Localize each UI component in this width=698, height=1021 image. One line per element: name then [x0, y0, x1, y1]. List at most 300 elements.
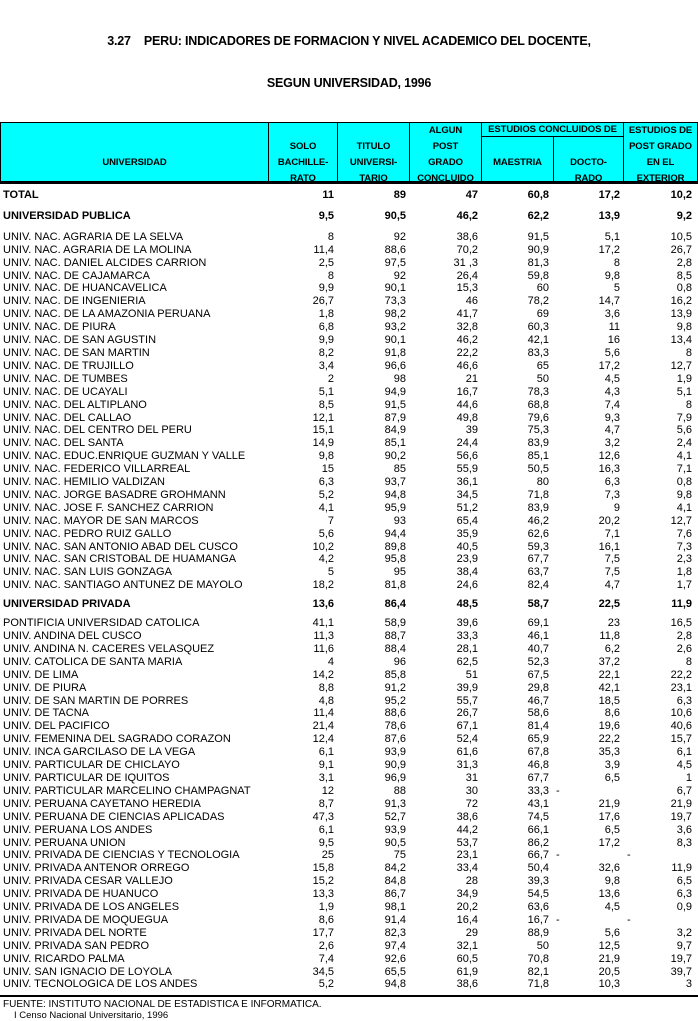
value-cell: 90,5	[384, 836, 406, 849]
table-row	[0, 720, 698, 733]
table-header	[0, 122, 698, 184]
value-cell: 72	[465, 797, 478, 810]
value-cell: 16	[607, 334, 620, 347]
value-cell: 58,7	[527, 598, 549, 611]
value-cell: 10,2	[312, 540, 334, 553]
value-cell: 19,7	[670, 952, 692, 965]
value-cell: 5,6	[604, 926, 620, 939]
value-cell: 86,4	[384, 598, 406, 611]
value-cell: 7,1	[676, 463, 692, 476]
value-cell: -	[556, 849, 560, 862]
value-cell: 93,9	[384, 746, 406, 759]
table-row	[0, 849, 698, 862]
value-cell: 26,7	[312, 295, 334, 308]
table-row	[0, 257, 698, 270]
value-cell: 94,8	[384, 488, 406, 501]
value-cell: 4,5	[604, 901, 620, 914]
value-cell: 6,1	[676, 746, 692, 759]
value-cell: 4,5	[604, 372, 620, 385]
university-name: UNIV. NAC. DE UCAYALI	[3, 385, 128, 398]
column-group-estudios-concluidos	[482, 123, 624, 184]
value-cell: 3,6	[604, 308, 620, 321]
value-cell: 4,7	[604, 579, 620, 592]
university-name: UNIV. DEL PACIFICO	[3, 720, 110, 733]
value-cell: 22,2	[670, 668, 692, 681]
value-cell: 62,5	[456, 655, 478, 668]
value-cell: 0,8	[676, 476, 692, 489]
value-cell: 83,9	[527, 437, 549, 450]
table-row	[0, 682, 698, 695]
value-cell: 90,5	[384, 209, 406, 222]
value-cell: 61,9	[456, 965, 478, 978]
value-cell: 14,2	[312, 668, 334, 681]
value-cell: 69,1	[527, 617, 549, 630]
table-row	[0, 617, 698, 630]
table-row	[0, 295, 698, 308]
value-cell: 41,1	[312, 617, 334, 630]
value-cell: 66,7	[527, 849, 549, 862]
column-header-label: EXTERIOR	[636, 173, 685, 184]
value-cell: 7,4	[318, 952, 334, 965]
table-row	[0, 399, 698, 412]
value-cell: 60	[536, 282, 549, 295]
value-cell: 21,9	[598, 952, 620, 965]
value-cell: 55,9	[456, 463, 478, 476]
value-cell: 61,6	[456, 746, 478, 759]
value-cell: 54,5	[527, 888, 549, 901]
value-cell: 5,1	[604, 230, 620, 243]
university-name: UNIV. SAN IGNACIO DE LOYOLA	[3, 965, 172, 978]
value-cell: 26,7	[670, 243, 692, 256]
value-cell: 21,9	[598, 797, 620, 810]
table-row	[0, 656, 698, 669]
value-cell: 26,4	[456, 269, 478, 282]
value-cell: 88,7	[384, 630, 406, 642]
value-cell: 13,9	[598, 209, 620, 222]
value-cell: 33,3	[456, 630, 478, 642]
university-name: UNIV. NAC. DE TRUJILLO	[3, 359, 134, 372]
value-cell: 25	[321, 849, 334, 862]
value-cell: 22,2	[598, 733, 620, 746]
value-cell: 13,6	[598, 888, 620, 901]
value-cell: 18,5	[598, 694, 620, 707]
value-cell: 52,4	[456, 733, 478, 746]
value-cell: 5,1	[676, 385, 692, 398]
value-cell: 0,8	[676, 282, 692, 295]
table-row	[0, 837, 698, 850]
value-cell: 13,9	[670, 308, 692, 321]
value-cell: 2,8	[676, 256, 692, 269]
value-cell: 2,6	[676, 642, 692, 655]
report-title-line1: 3.27 PERU: INDICADORES DE FORMACION Y NIVEL ACADEMICO DEL DOCENTE,	[107, 34, 591, 48]
value-cell: 92,6	[384, 952, 406, 965]
value-cell: 86,2	[527, 836, 549, 849]
column-header-label: POST	[432, 141, 459, 152]
column-header-label: DOCTO-	[570, 157, 607, 168]
source-note: FUENTE: INSTITUTO NACIONAL DE ESTADISTICA E INFORMATICA.	[3, 999, 322, 1011]
value-cell: 60,8	[527, 189, 549, 201]
value-cell: 9,9	[318, 282, 334, 295]
value-cell: 90,2	[384, 450, 406, 463]
value-cell: 3,2	[604, 437, 620, 450]
university-name: UNIV. ANDINA DEL CUSCO	[3, 630, 142, 642]
value-cell: 91,4	[384, 913, 406, 926]
table-row	[0, 489, 698, 502]
value-cell: 66,1	[527, 823, 549, 836]
table-row	[0, 566, 698, 579]
table-row	[0, 424, 698, 437]
value-cell: 5,6	[318, 527, 334, 540]
section-total	[0, 189, 698, 202]
value-cell: 52,7	[384, 810, 406, 823]
value-cell: 15,3	[456, 282, 478, 295]
value-cell: 9,8	[318, 450, 334, 463]
column-header-label: GRADO	[428, 157, 463, 168]
value-cell: 93,7	[384, 476, 406, 489]
value-cell: 6,3	[318, 476, 334, 489]
value-cell: 9,8	[676, 488, 692, 501]
value-cell: 9,5	[318, 209, 334, 222]
value-cell: 9,3	[604, 411, 620, 424]
value-cell: 63,6	[527, 901, 549, 914]
table-row	[0, 811, 698, 824]
value-cell: 6,1	[318, 746, 334, 759]
value-cell: 37,2	[598, 655, 620, 668]
column-header-label: UNIVERSI-	[349, 157, 398, 168]
value-cell: 82,3	[384, 926, 406, 939]
value-cell: 51	[465, 668, 478, 681]
university-name: UNIV. RICARDO PALMA	[3, 952, 125, 965]
value-cell: 15,8	[312, 862, 334, 875]
table-row	[0, 463, 698, 476]
column-header-label: SOLO	[289, 141, 317, 152]
value-cell: 9,7	[676, 939, 692, 952]
university-name: UNIV. PARTICULAR DE IQUITOS	[3, 771, 170, 784]
value-cell: 93,9	[384, 823, 406, 836]
column-header-label: MAESTRIA	[493, 157, 542, 168]
value-cell: 10,3	[598, 978, 620, 991]
column-header-label: RATO	[290, 173, 316, 184]
value-cell: 84,9	[384, 424, 406, 437]
value-cell: 73,3	[384, 295, 406, 308]
value-cell: 38,6	[456, 810, 478, 823]
value-cell: 90,9	[384, 759, 406, 772]
table-row	[0, 373, 698, 386]
value-cell: 94,4	[384, 527, 406, 540]
value-cell: 33,3	[527, 784, 549, 797]
value-cell: 84,2	[384, 862, 406, 875]
column-header-universidad	[1, 123, 269, 181]
value-cell: 8,6	[604, 707, 620, 720]
value-cell: 11,9	[671, 598, 692, 611]
value-cell: 9,8	[676, 321, 692, 334]
value-cell: 28,1	[456, 642, 478, 655]
value-cell: 96	[393, 655, 406, 668]
value-cell: 86,7	[384, 888, 406, 901]
value-cell: 7	[327, 514, 334, 527]
value-cell: 80	[536, 476, 549, 489]
column-header-algun-postgrado	[410, 123, 482, 184]
value-cell: 15,2	[312, 875, 334, 888]
value-cell: 84,8	[384, 875, 406, 888]
value-cell: 90,9	[527, 243, 549, 256]
value-cell: 13,3	[312, 888, 334, 901]
census-note: I Censo Nacional Universitario, 1996	[14, 1010, 169, 1021]
value-cell: 10,2	[670, 189, 692, 201]
value-cell: 60,5	[456, 952, 478, 965]
value-cell: 65	[536, 359, 549, 372]
value-cell: 60,3	[527, 321, 549, 334]
table-row	[0, 598, 698, 611]
value-cell: 12,7	[670, 359, 692, 372]
university-name: UNIV. ANDINA N. CACERES VELASQUEZ	[3, 642, 215, 655]
value-cell: 23,1	[456, 849, 478, 862]
table-row	[0, 515, 698, 528]
value-cell: 8	[327, 269, 334, 282]
value-cell: 31 ,3	[453, 256, 478, 269]
value-cell: 70,2	[456, 243, 478, 256]
value-cell: 48,5	[456, 598, 478, 611]
value-cell: 34,9	[456, 888, 478, 901]
value-cell: 71,8	[527, 488, 549, 501]
value-cell: 6,7	[676, 784, 692, 797]
table-row	[0, 334, 698, 347]
value-cell: 26,7	[456, 707, 478, 720]
value-cell: 95,2	[384, 694, 406, 707]
footer-divider	[0, 995, 698, 997]
value-cell: 8,8	[318, 681, 334, 694]
table-row	[0, 862, 698, 875]
value-cell: 78,2	[527, 295, 549, 308]
value-cell: 67,7	[527, 771, 549, 784]
table-row	[0, 901, 698, 914]
column-header-label: RADO	[574, 173, 603, 184]
value-cell: 22,5	[598, 598, 620, 611]
section-privada-rows	[0, 617, 698, 991]
value-cell: 5,1	[318, 385, 334, 398]
value-cell: 91,5	[527, 230, 549, 243]
university-name: UNIV. PRIVADA DE CIENCIAS Y TECNOLOGIA	[3, 849, 240, 862]
value-cell: 8,3	[676, 836, 692, 849]
value-cell: 50,4	[527, 862, 549, 875]
value-cell: 16,2	[670, 295, 692, 308]
value-cell: 88,9	[527, 926, 549, 939]
university-name: UNIV. NAC. HEMILIO VALDIZAN	[3, 476, 165, 489]
table-row	[0, 707, 698, 720]
column-header-label: ESTUDIOS DE	[628, 125, 693, 136]
table-row	[0, 386, 698, 399]
table-row	[0, 630, 698, 643]
value-cell: 16,5	[670, 617, 692, 630]
column-group-label: ESTUDIOS CONCLUIDOS DE	[488, 124, 617, 135]
value-cell: 5,6	[604, 346, 620, 359]
table-row	[0, 189, 698, 202]
value-cell: 11,6	[313, 642, 334, 655]
value-cell: 70,8	[527, 952, 549, 965]
value-cell: 52,3	[527, 655, 549, 668]
university-name: UNIV. NAC. DEL CENTRO DEL PERU	[3, 424, 192, 437]
value-cell: 31,3	[456, 759, 478, 772]
value-cell: 58,9	[384, 617, 406, 630]
university-name: UNIV. PARTICULAR MARCELINO CHAMPAGNAT	[3, 784, 251, 797]
value-cell: 8,7	[318, 797, 334, 810]
value-cell: 88,6	[384, 243, 406, 256]
value-cell: 46	[465, 295, 478, 308]
value-cell: 12,5	[598, 939, 620, 952]
column-header-label: CONCLUIDO	[417, 173, 474, 184]
value-cell: 11,8	[599, 630, 620, 642]
value-cell: 29,8	[527, 681, 549, 694]
value-cell: 23	[607, 617, 620, 630]
table-row	[0, 966, 698, 979]
value-cell: 6,3	[676, 694, 692, 707]
university-name: UNIV. NAC. JOSE F. SANCHEZ CARRION	[3, 501, 214, 514]
table-body	[0, 189, 698, 991]
column-header-maestria	[482, 137, 553, 181]
table-row	[0, 669, 698, 682]
value-cell: 8,5	[318, 398, 334, 411]
value-cell: 89,8	[384, 540, 406, 553]
value-cell: 96,9	[384, 771, 406, 784]
value-cell: 4,1	[676, 450, 692, 463]
university-name: UNIV. PRIVADA DE HUANUCO	[3, 888, 159, 901]
value-cell: 2	[327, 372, 334, 385]
value-cell: 67,8	[527, 746, 549, 759]
university-name: UNIV. PARTICULAR DE CHICLAYO	[3, 759, 180, 772]
value-cell: 5	[327, 566, 334, 579]
value-cell: 38,6	[456, 978, 478, 991]
value-cell: 34,5	[456, 488, 478, 501]
value-cell: 5,2	[318, 978, 334, 991]
value-cell: 8,6	[318, 913, 334, 926]
value-cell: 4,2	[318, 553, 334, 566]
column-header-solo-bachillerato	[269, 123, 338, 184]
value-cell: 3,2	[676, 926, 692, 939]
value-cell: 12,6	[598, 450, 620, 463]
value-cell: 2,6	[318, 939, 334, 952]
value-cell: 88,6	[384, 707, 406, 720]
value-cell: 11	[322, 189, 334, 201]
value-cell: 62,6	[527, 527, 549, 540]
value-cell: 83,9	[527, 501, 549, 514]
value-cell: 4,8	[318, 694, 334, 707]
value-cell: 21,4	[312, 720, 334, 733]
value-cell: 1,8	[676, 566, 692, 579]
table-row	[0, 579, 698, 592]
value-cell: 96,6	[384, 359, 406, 372]
column-header-label: EN EL	[646, 157, 675, 168]
value-cell: 92	[393, 269, 406, 282]
value-cell: 7,1	[604, 527, 620, 540]
university-name: UNIV. NAC. EDUC.ENRIQUE GUZMAN Y VALLE	[3, 450, 246, 463]
value-cell: 39	[465, 424, 478, 437]
value-cell: 4,5	[676, 759, 692, 772]
value-cell: 56,6	[456, 450, 478, 463]
value-cell: 50	[536, 939, 549, 952]
value-cell: 31	[465, 771, 478, 784]
value-cell: 97,5	[384, 256, 406, 269]
section-publica-rows	[0, 231, 698, 592]
value-cell: 13,6	[312, 598, 334, 611]
value-cell: 28	[465, 875, 478, 888]
table-row	[0, 308, 698, 321]
value-cell: 78,3	[527, 385, 549, 398]
value-cell: 32,8	[456, 321, 478, 334]
value-cell: 42,1	[598, 681, 620, 694]
university-name: UNIV. NAC. SANTIAGO ANTUNEZ DE MAYOLO	[3, 579, 243, 592]
table-row	[0, 502, 698, 515]
column-header-label: TARIO	[359, 173, 388, 184]
value-cell: 6,8	[318, 321, 334, 334]
value-cell: 82,1	[527, 965, 549, 978]
value-cell: 46,2	[456, 334, 478, 347]
column-header-label: TITULO	[356, 141, 391, 152]
value-cell: 17,2	[598, 836, 620, 849]
column-header-label: POST GRADO	[629, 141, 692, 152]
value-cell: 58,6	[527, 707, 549, 720]
value-cell: 3	[685, 978, 692, 991]
value-cell: 6,3	[676, 888, 692, 901]
table-row	[0, 347, 698, 360]
value-cell: 0,9	[676, 901, 692, 914]
value-cell: -	[556, 784, 560, 797]
value-cell: 46,6	[456, 359, 478, 372]
value-cell: 15,7	[670, 733, 692, 746]
university-name: UNIV. DE PIURA	[3, 681, 87, 694]
value-cell: 89	[393, 189, 406, 201]
section-privada-header	[0, 598, 698, 611]
value-cell: 1,8	[318, 308, 334, 321]
university-name: UNIV. NAC. DE CAJAMARCA	[3, 269, 150, 282]
value-cell: 8,5	[676, 269, 692, 282]
value-cell: 7,3	[676, 540, 692, 553]
value-cell: 15	[321, 463, 334, 476]
value-cell: 34,5	[312, 965, 334, 978]
value-cell: 12,7	[670, 514, 692, 527]
value-cell: 13,4	[670, 334, 692, 347]
table-row	[0, 953, 698, 966]
value-cell: 85,1	[384, 437, 406, 450]
university-name: UNIV. NAC. SAN CRISTOBAL DE HUAMANGA	[3, 553, 237, 566]
value-cell: 83,3	[527, 346, 549, 359]
value-cell: 1	[685, 771, 692, 784]
value-cell: 94,9	[384, 385, 406, 398]
value-cell: 19,7	[670, 810, 692, 823]
value-cell: 98	[393, 372, 406, 385]
value-cell: 11,3	[313, 630, 334, 642]
section-publica-header	[0, 210, 698, 223]
university-name: UNIV. NAC. SAN ANTONIO ABAD DEL CUSCO	[3, 540, 238, 553]
value-cell: 1,7	[676, 579, 692, 592]
value-cell: 7,5	[604, 553, 620, 566]
table-row	[0, 785, 698, 798]
value-cell: 44,2	[456, 823, 478, 836]
university-name: UNIV. PERUANA DE CIENCIAS APLICADAS	[3, 810, 225, 823]
value-cell: 11,4	[313, 707, 334, 720]
value-cell: 40,5	[456, 540, 478, 553]
university-name: UNIVERSIDAD PUBLICA	[3, 209, 131, 222]
table-row	[0, 927, 698, 940]
value-cell: 6,2	[604, 642, 620, 655]
value-cell: 44,6	[456, 398, 478, 411]
value-cell: 16,4	[456, 913, 478, 926]
table-row	[0, 643, 698, 656]
table-row	[0, 270, 698, 283]
value-cell: 85,1	[527, 450, 549, 463]
table-row	[0, 321, 698, 334]
university-name: UNIV. NAC. AGRARIA DE LA MOLINA	[3, 243, 192, 256]
value-cell: 9,2	[676, 209, 692, 222]
